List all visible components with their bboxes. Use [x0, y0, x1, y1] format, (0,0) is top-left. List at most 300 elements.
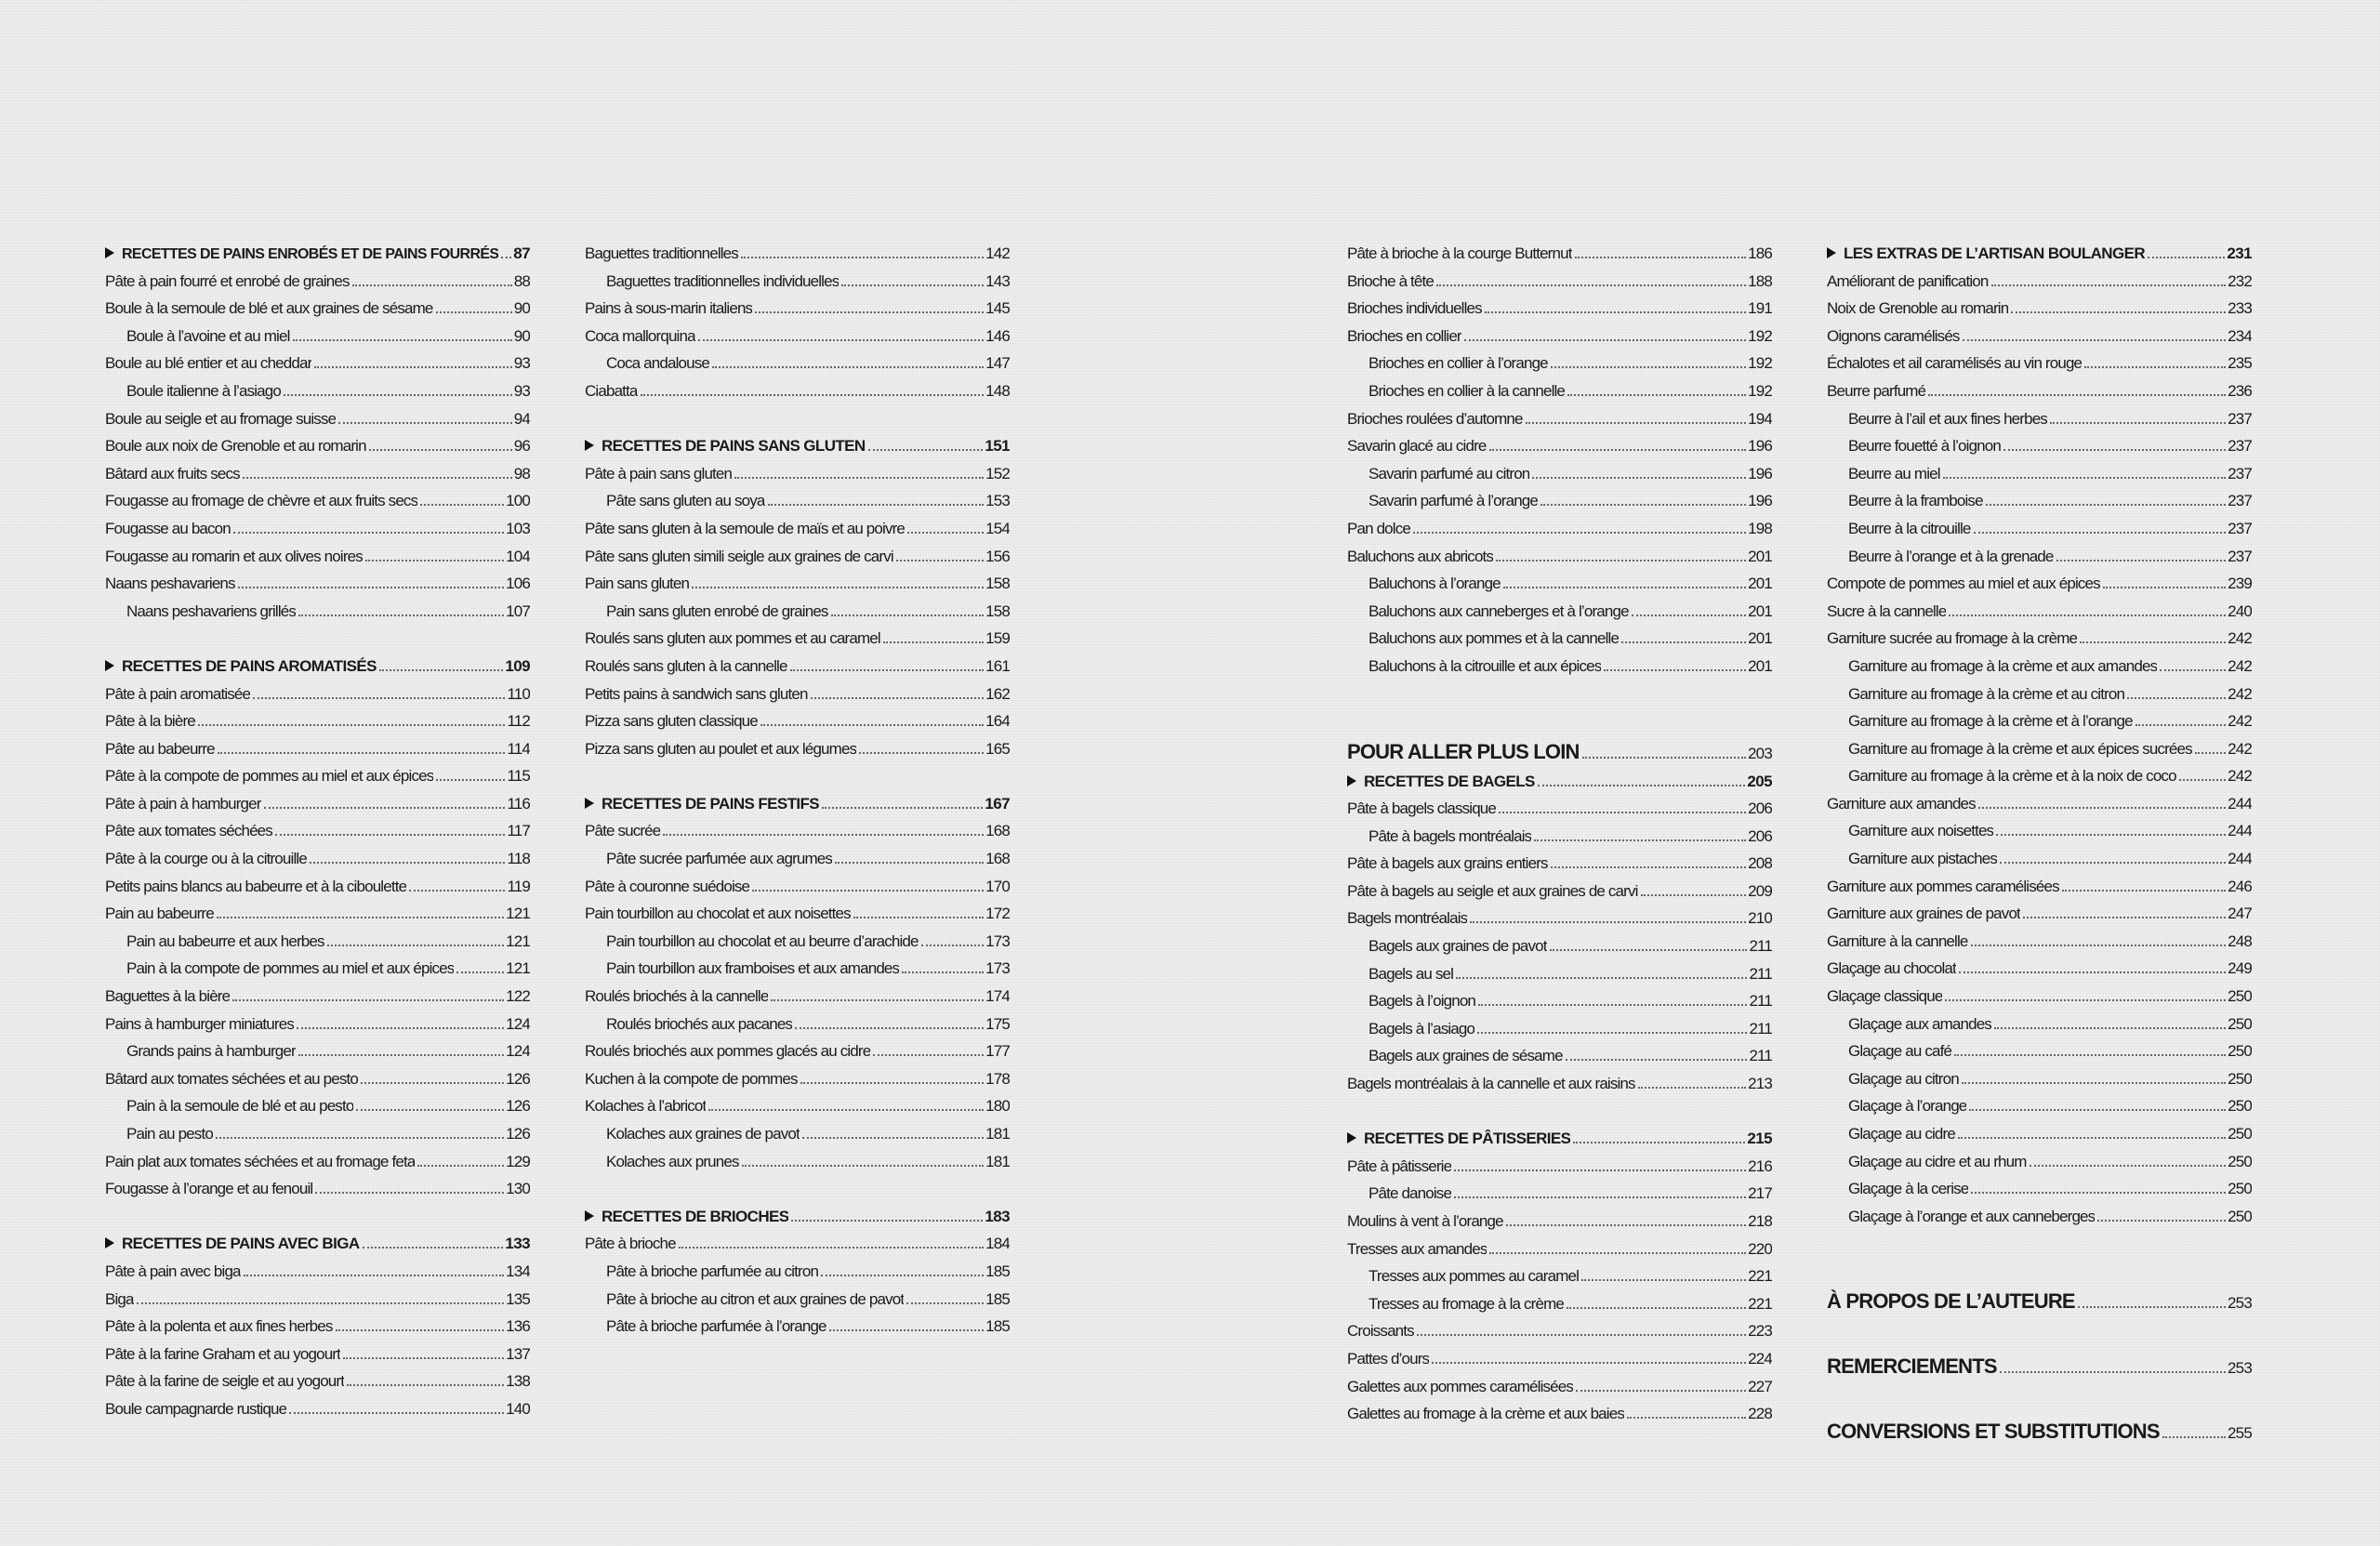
toc-section-heading — [105, 653, 530, 681]
toc-entry — [585, 735, 1010, 763]
toc-entry-title: Pâte à la courge ou à la citrouille — [105, 850, 307, 868]
toc-entry — [105, 1395, 530, 1423]
spacer — [1827, 1230, 2252, 1286]
dot-leader — [755, 311, 984, 313]
dot-leader — [1632, 614, 1746, 616]
toc-page-number: 253 — [2228, 1359, 2252, 1378]
toc-page-number: 242 — [2228, 629, 2252, 648]
dot-leader — [2080, 641, 2226, 643]
toc-entry-title: Boule au blé entier et au cheddar — [105, 354, 312, 373]
toc-entry — [105, 1065, 530, 1093]
toc-subentry — [1347, 823, 1772, 851]
toc-entry-title: Garniture aux noisettes — [1848, 822, 1994, 840]
dot-leader — [2195, 752, 2226, 754]
toc-entry — [1347, 1153, 1772, 1181]
toc-subentry — [105, 1092, 530, 1120]
dot-leader — [1464, 339, 1746, 341]
dot-leader — [409, 890, 505, 892]
toc-page-number: 140 — [506, 1399, 530, 1418]
toc-entry — [585, 681, 1010, 708]
toc-page-number: 110 — [507, 684, 530, 703]
toc-page-number: 137 — [506, 1344, 530, 1363]
dot-leader — [1971, 1192, 2226, 1194]
toc-page-number: 142 — [985, 244, 1010, 262]
toc-column-4 — [1827, 240, 2252, 1447]
toc-page-number: 201 — [1748, 656, 1772, 675]
toc-page-number: 250 — [2228, 1180, 2252, 1198]
toc-entry — [585, 240, 1010, 268]
dot-leader — [352, 284, 512, 286]
toc-page-number: 194 — [1748, 409, 1772, 428]
toc-subentry — [585, 1011, 1010, 1038]
toc-entry-title: RECETTES DE PAINS FESTIFS — [602, 794, 820, 813]
toc-entry-title: Kuchen à la compote de pommes — [585, 1069, 798, 1088]
toc-entry-title: Savarin parfumé à l’orange — [1368, 492, 1539, 510]
toc-entry-title: Garniture à la cannelle — [1827, 932, 1968, 950]
dot-leader — [2097, 1220, 2226, 1222]
toc-section-heading — [1827, 240, 2252, 268]
toc-page-number: 242 — [2228, 684, 2252, 703]
dot-leader — [501, 257, 511, 258]
toc-column-2 — [585, 240, 1010, 1341]
dot-leader — [1485, 311, 1746, 313]
toc-subentry — [1347, 570, 1772, 598]
toc-entry-title: Boule campagnarde rustique — [105, 1399, 287, 1418]
dot-leader — [1499, 812, 1746, 813]
toc-entry-title: Pâte danoise — [1368, 1184, 1452, 1203]
toc-entry — [105, 845, 530, 873]
toc-subentry — [1827, 707, 2252, 735]
toc-entry-title: Pain tourbillon aux framboises et aux amandes — [606, 959, 900, 978]
toc-page-number: 242 — [2228, 656, 2252, 675]
dot-leader — [853, 917, 984, 918]
toc-entry-title: Glaçage au chocolat — [1827, 959, 1956, 978]
toc-page-number: 181 — [985, 1152, 1010, 1170]
toc-entry-title: Baluchons aux pommes et à la cannelle — [1368, 629, 1620, 648]
toc-entry-title: Galettes au fromage à la crème et aux baies — [1347, 1405, 1624, 1423]
toc-subentry — [1347, 932, 1772, 960]
dot-leader — [2003, 449, 2226, 451]
dot-leader — [1538, 785, 1746, 786]
toc-section-heading — [105, 1230, 530, 1258]
toc-entry-title: Glaçage à l’orange et aux canneberges — [1848, 1207, 2096, 1225]
toc-entry — [105, 1368, 530, 1395]
dot-leader — [752, 890, 984, 892]
dot-leader — [1621, 641, 1746, 643]
toc-entry-title: Pizza sans gluten classique — [585, 712, 758, 731]
toc-subentry — [1827, 487, 2252, 515]
toc-section-heading — [585, 790, 1010, 818]
toc-page-number: 119 — [507, 877, 530, 895]
toc-entry-title: Roulés briochés à la cannelle — [585, 987, 769, 1006]
toc-page-number: 196 — [1748, 492, 1772, 510]
toc-subentry — [1347, 987, 1772, 1015]
toc-page-number: 158 — [985, 601, 1010, 620]
toc-subentry — [1347, 1015, 1772, 1043]
toc-entry — [105, 268, 530, 296]
toc-section-heading — [585, 1203, 1010, 1231]
dot-leader — [692, 587, 984, 588]
toc-page-number: 198 — [1748, 519, 1772, 537]
toc-entry — [105, 681, 530, 708]
toc-page-number: 168 — [985, 850, 1010, 868]
toc-entry-title: Pâte à bagels classique — [1347, 799, 1497, 818]
toc-entry-title: Kolaches à l’abricot — [585, 1097, 707, 1116]
toc-page-number: 93 — [513, 354, 530, 373]
toc-entry-title: Beurre à l’orange et à la grenade — [1848, 547, 2054, 565]
toc-entry-title: Bagels aux graines de pavot — [1368, 937, 1547, 956]
toc-page-number: 164 — [985, 712, 1010, 731]
toc-page-number: 250 — [2228, 1152, 2252, 1170]
triangle-bullet-icon — [105, 660, 114, 671]
dot-leader — [310, 862, 506, 864]
toc-entry — [105, 983, 530, 1011]
dot-leader — [1540, 504, 1746, 506]
toc-entry-title: Pâte à bagels aux grains entiers — [1347, 854, 1548, 873]
toc-entry — [585, 460, 1010, 488]
dot-leader — [1604, 669, 1746, 671]
toc-entry-title: Améliorant de panification — [1827, 271, 1989, 290]
dot-leader — [921, 945, 985, 946]
dot-leader — [907, 532, 984, 534]
triangle-bullet-icon — [585, 440, 594, 451]
dot-leader — [1567, 1307, 1746, 1309]
toc-page-number: 145 — [985, 299, 1010, 318]
toc-page-number: 247 — [2228, 905, 2252, 923]
toc-page-number: 206 — [1748, 799, 1772, 818]
toc-entry — [585, 295, 1010, 323]
toc-entry-title: Beurre au miel — [1848, 464, 1940, 482]
toc-entry-title: RECETTES DE PAINS AROMATISÉS — [122, 656, 377, 675]
dot-leader — [859, 752, 984, 754]
toc-entry-title: Glaçage aux amandes — [1848, 1014, 1991, 1033]
toc-entry-title: LES EXTRAS DE L’ARTISAN BOULANGER — [1844, 244, 2146, 262]
toc-entry — [105, 1011, 530, 1038]
toc-page-number: 223 — [1748, 1322, 1772, 1341]
dot-leader — [2078, 1306, 2226, 1308]
toc-entry — [1347, 323, 1772, 350]
toc-entry — [105, 515, 530, 543]
dot-leader — [2127, 697, 2226, 699]
toc-entry-title: À PROPOS DE L’AUTEURE — [1827, 1289, 2075, 1314]
triangle-bullet-icon — [585, 798, 594, 809]
toc-entry-title: Brioches roulées d’automne — [1347, 409, 1523, 428]
toc-entry-title: Boule aux noix de Grenoble et au romarin — [105, 437, 366, 456]
toc-entry — [105, 543, 530, 571]
dot-leader — [641, 394, 985, 396]
toc-entry-title: Bagels à l’oignon — [1368, 992, 1476, 1011]
toc-page-number: 185 — [985, 1317, 1010, 1336]
toc-subentry — [585, 268, 1010, 296]
toc-page-number: 147 — [985, 354, 1010, 373]
dot-leader — [1641, 894, 1747, 896]
toc-entry — [105, 405, 530, 433]
toc-page-number: 161 — [985, 656, 1010, 675]
toc-page-number: 104 — [506, 547, 530, 565]
toc-entry — [585, 1065, 1010, 1093]
triangle-bullet-icon — [105, 247, 114, 258]
dot-leader — [2011, 311, 2226, 313]
toc-entry — [1347, 1208, 1772, 1235]
triangle-bullet-icon — [1347, 775, 1356, 786]
toc-entry — [1347, 850, 1772, 878]
toc-entry — [1347, 515, 1772, 543]
toc-entry-title: Pâte à brioche — [585, 1235, 676, 1253]
dot-leader — [1478, 1004, 1747, 1006]
toc-page-number: 249 — [2228, 959, 2252, 978]
toc-page-number: 237 — [2228, 409, 2252, 428]
toc-page-number: 191 — [1748, 299, 1772, 318]
toc-page-number: 255 — [2228, 1424, 2252, 1443]
toc-entry — [105, 570, 530, 598]
dot-leader — [1532, 477, 1746, 479]
dot-leader — [906, 1302, 984, 1304]
toc-entry-title: Pâte à pain aromatisée — [105, 684, 251, 703]
toc-entry-title: Roulés sans gluten à la cannelle — [585, 656, 787, 675]
toc-entry — [1827, 268, 2252, 296]
toc-entry-title: Baluchons à la citrouille et aux épices — [1368, 656, 1602, 675]
spacer — [105, 1203, 530, 1231]
toc-page-number: 242 — [2228, 712, 2252, 731]
dot-leader — [1991, 284, 2227, 286]
dot-leader — [137, 1302, 505, 1304]
toc-page-number: 240 — [2228, 601, 2252, 620]
toc-page-number: 192 — [1748, 326, 1772, 345]
toc-page-number: 107 — [506, 601, 530, 620]
dot-leader — [1962, 1082, 2226, 1084]
toc-page-number: 98 — [513, 464, 530, 482]
toc-entry — [1347, 795, 1772, 823]
dot-leader — [2162, 1436, 2226, 1438]
toc-subentry — [1347, 460, 1772, 488]
toc-page-number: 231 — [2227, 244, 2252, 262]
toc-page-number: 143 — [985, 271, 1010, 290]
toc-entry — [1347, 543, 1772, 571]
toc-entry-title: Pâte sans gluten simili seigle aux graines de carvi — [585, 547, 893, 565]
toc-page-number: 250 — [2228, 1097, 2252, 1116]
toc-entry-title: Kolaches aux prunes — [606, 1152, 739, 1170]
toc-page-number: 174 — [985, 987, 1010, 1006]
dot-leader — [1566, 1059, 1748, 1061]
toc-page-number: 216 — [1748, 1156, 1772, 1175]
toc-subentry — [585, 928, 1010, 956]
dot-leader — [2023, 917, 2226, 918]
toc-entry-title: Pâte à la compote de pommes au miel et aux épices — [105, 767, 434, 786]
dot-leader — [336, 1329, 505, 1331]
toc-entry-title: Coca mallorquina — [585, 326, 695, 345]
toc-entry-title: Pattes d’ours — [1347, 1349, 1430, 1368]
toc-page-number: 94 — [513, 409, 530, 428]
toc-entry-title: Pâte à couronne suédoise — [585, 877, 750, 895]
dot-leader — [218, 752, 506, 754]
toc-page-number: 253 — [2228, 1294, 2252, 1313]
toc-entry — [105, 1313, 530, 1341]
toc-subentry — [1827, 1175, 2252, 1203]
toc-entry-title: Pain à la compote de pommes au miel et aux épices — [126, 959, 455, 978]
toc-entry-title: Pain tourbillon au chocolat et au beurre d’arachide — [606, 932, 919, 950]
toc-page-number: 121 — [506, 932, 530, 950]
dot-leader — [361, 1082, 504, 1084]
toc-entry-title: Pain à la semoule de blé et au pesto — [126, 1097, 354, 1116]
toc-page-number: 208 — [1748, 854, 1772, 873]
toc-entry-title: Bâtard aux fruits secs — [105, 464, 240, 482]
toc-entry-title: Savarin parfumé au citron — [1368, 464, 1530, 482]
toc-entry-title: Biga — [105, 1289, 134, 1308]
toc-entry — [105, 707, 530, 735]
toc-entry-title: Pâte aux tomates séchées — [105, 822, 272, 840]
toc-page-number: 196 — [1748, 464, 1772, 482]
toc-entry-title: RECETTES DE PAINS ENROBÉS ET DE PAINS FOURRÉS — [122, 246, 499, 262]
toc-entry-title: RECETTES DE PAINS SANS GLUTEN — [602, 437, 866, 456]
toc-page-number: 130 — [506, 1180, 530, 1198]
toc-section-heading — [1347, 1125, 1772, 1153]
dot-leader — [1506, 1224, 1746, 1226]
toc-page-number: 181 — [985, 1125, 1010, 1143]
toc-page-number: 244 — [2228, 822, 2252, 840]
toc-entry-title: Pizza sans gluten au poulet et aux légumes — [585, 739, 857, 758]
toc-entry-title: Beurre à la citrouille — [1848, 519, 1971, 537]
dot-leader — [365, 560, 504, 562]
dot-leader — [1417, 1334, 1746, 1336]
toc-page-number: 180 — [985, 1097, 1010, 1116]
dot-leader — [1986, 504, 2227, 506]
toc-page-number: 175 — [985, 1014, 1010, 1033]
toc-entry — [1347, 432, 1772, 460]
toc-page-number: 185 — [985, 1289, 1010, 1308]
toc-entry-title: Savarin glacé au cidre — [1347, 437, 1487, 456]
toc-page-number: 122 — [506, 987, 530, 1006]
dot-leader — [1994, 1027, 2226, 1029]
toc-page-number: 236 — [2228, 381, 2252, 400]
dot-leader — [1534, 839, 1746, 841]
spacer — [585, 762, 1010, 790]
dot-leader — [253, 697, 505, 699]
toc-entry-title: Naans peshavariens grillés — [126, 601, 297, 620]
toc-subentry — [1827, 817, 2252, 845]
dot-leader — [1432, 1362, 1746, 1364]
dot-leader — [790, 669, 985, 671]
spacer — [105, 625, 530, 653]
toc-entry-title: Glaçage au café — [1848, 1042, 1952, 1061]
toc-entry-title: Tresses aux pommes au caramel — [1368, 1267, 1580, 1286]
toc-entry-title: Pâte à pain sans gluten — [585, 464, 733, 482]
toc-entry-title: Pain tourbillon au chocolat et aux noisettes — [585, 905, 851, 923]
toc-entry-title: Baguettes traditionnelles — [585, 244, 738, 262]
dot-leader — [831, 614, 985, 616]
dot-leader — [289, 1412, 504, 1414]
dot-leader — [2062, 890, 2226, 892]
dot-leader — [1456, 977, 1747, 979]
toc-page-number: 205 — [1747, 772, 1772, 790]
toc-entry — [585, 653, 1010, 681]
dot-leader — [347, 1384, 504, 1386]
toc-entry-title: Brioches en collier à la cannelle — [1368, 381, 1566, 400]
toc-subentry — [1827, 432, 2252, 460]
toc-entry-title: Ciabatta — [585, 381, 638, 400]
toc-entry-title: Brioches en collier à l’orange — [1368, 354, 1548, 373]
toc-subentry — [105, 928, 530, 956]
toc-page-number: 188 — [1748, 271, 1772, 290]
toc-entry-title: Pâte à brioche parfumée à l’orange — [606, 1317, 826, 1336]
toc-subentry — [105, 955, 530, 983]
toc-entry — [585, 515, 1010, 543]
toc-subentry — [585, 955, 1010, 983]
toc-entry — [585, 1092, 1010, 1120]
toc-page-number: 237 — [2228, 519, 2252, 537]
toc-subentry — [1347, 653, 1772, 681]
dot-leader — [420, 504, 504, 506]
dot-leader — [327, 945, 505, 946]
dot-leader — [1971, 945, 2227, 946]
toc-entry-title: Fougasse au fromage de chèvre et aux fruits secs — [105, 492, 418, 510]
toc-entry-title: Naans peshavariens — [105, 575, 235, 593]
toc-page-number: 124 — [506, 1042, 530, 1061]
dot-leader — [233, 532, 504, 534]
toc-entry-title: Garniture aux pistaches — [1848, 850, 1997, 868]
toc-entry — [105, 295, 530, 323]
dot-leader — [1958, 1137, 2226, 1139]
toc-page-number: 116 — [507, 794, 530, 813]
toc-entry-title: Garniture aux amandes — [1827, 794, 1976, 813]
toc-subentry — [105, 1037, 530, 1065]
toc-subentry — [1827, 1065, 2252, 1093]
toc-entry-title: Brioches en collier — [1347, 326, 1461, 345]
toc-entry-title: Beurre à l’ail et aux fines herbes — [1848, 409, 2047, 428]
dot-leader — [2135, 724, 2226, 726]
dot-leader — [679, 1247, 984, 1249]
toc-entry — [1827, 900, 2252, 928]
dot-leader — [1489, 449, 1747, 451]
toc-entry-title: Glaçage à l’orange — [1848, 1097, 1967, 1116]
toc-page-number: 209 — [1748, 881, 1772, 900]
toc-entry-title: Compote de pommes au miel et aux épices — [1827, 575, 2100, 593]
toc-entry — [1827, 323, 2252, 350]
toc-subentry — [585, 487, 1010, 515]
spacer — [585, 405, 1010, 433]
toc-page-number: 152 — [985, 464, 1010, 482]
dot-leader — [1413, 532, 1746, 534]
dot-leader — [1963, 339, 2227, 341]
toc-page-number: 114 — [507, 739, 530, 758]
toc-entry-title: Sucre à la cannelle — [1827, 601, 1947, 620]
toc-entry-title: Moulins à vent à l’orange — [1347, 1212, 1503, 1230]
toc-entry — [105, 873, 530, 901]
toc-page-number: 227 — [1748, 1377, 1772, 1395]
toc-entry — [105, 487, 530, 515]
toc-entry — [1347, 1400, 1772, 1428]
toc-entry-title: RECETTES DE PÂTISSERIES — [1364, 1130, 1571, 1148]
toc-entry — [585, 1230, 1010, 1258]
toc-page-number: 218 — [1748, 1212, 1772, 1230]
toc-entry-title: Glaçage à la cerise — [1848, 1180, 1969, 1198]
toc-entry-title: Pâte à pain fourré et enrobé de graines — [105, 271, 350, 290]
toc-page-number: 250 — [2228, 1042, 2252, 1061]
dot-leader — [1575, 257, 1747, 258]
toc-entry — [105, 432, 530, 460]
toc-entry — [105, 817, 530, 845]
toc-entry — [585, 983, 1010, 1011]
toc-entry — [585, 543, 1010, 571]
toc-page-number: 158 — [985, 575, 1010, 593]
toc-section-heading — [585, 432, 1010, 460]
toc-entry-title: Garniture aux pommes caramélisées — [1827, 877, 2059, 895]
toc-page-number: 134 — [506, 1262, 530, 1280]
dot-leader — [708, 1109, 984, 1111]
dot-leader — [822, 807, 983, 809]
toc-entry-title: Baluchons à l’orange — [1368, 575, 1501, 593]
dot-leader — [1996, 834, 2226, 836]
toc-subentry — [585, 1258, 1010, 1286]
